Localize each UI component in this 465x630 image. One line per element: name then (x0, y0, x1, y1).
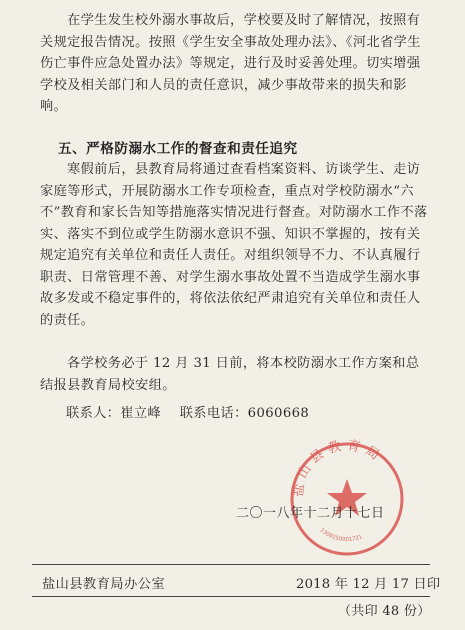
footer-copies: （共印 48 份） (338, 604, 431, 619)
footer-print-date: 2018 年 12 月 17 日印 (296, 577, 441, 592)
official-seal (285, 437, 409, 561)
contact-phone: 联系电话：6060668 (179, 406, 310, 421)
seal-text: 盐山县教育局 (291, 438, 386, 498)
contact-line (66, 402, 323, 421)
footer-top-rule (32, 564, 430, 565)
footer-bottom-rule (32, 596, 430, 597)
footer-office: 盐山县教育局办公室 (42, 577, 166, 592)
paragraph-inspection: 寒假前后，县教育局将通过查看档案资料、访谈学生、走访家庭等形式，开展防溺水工作专项检查，重点对学校防溺水“六不”教育和家长告知等措施落实情况进行督查。对防溺水工作不落实、落实不到位或学生防溺水意识不强、知识不掌握的，按有关规定追究有关单位和责任人责任。对组织领导不力、不认真履行职责、日常管理不善、对学生溺水事故处置不当造成学生溺水事故多发或不稳定事件的，将依法依纪严肃追究有关单位和责任人的责任。 (40, 162, 428, 328)
seal-number: 1309250001721 (318, 527, 364, 544)
paragraph-incident-handling: 在学生发生校外溺水事故后，学校要及时了解情况，按照有关规定报告情况。按照《学生安全事故处理办法》、《河北省学生伤亡事件应急处置办法》等规定，进行及时妥善处理。切实增强学校及相关部门和人员的责任意识，减少事故带来的损失和影响。 (40, 13, 421, 114)
contact-person: 联系人：崔立峰 (66, 406, 162, 421)
paragraph-deadline: 各学校务必于 12 月 31 日前，将本校防溺水工作方案和总结报县教育局校安组。 (40, 356, 420, 393)
document-date: 二〇一八年十二月十七日 (236, 506, 385, 521)
section-heading: 五、严格防溺水工作的督查和责任追究 (58, 141, 298, 157)
